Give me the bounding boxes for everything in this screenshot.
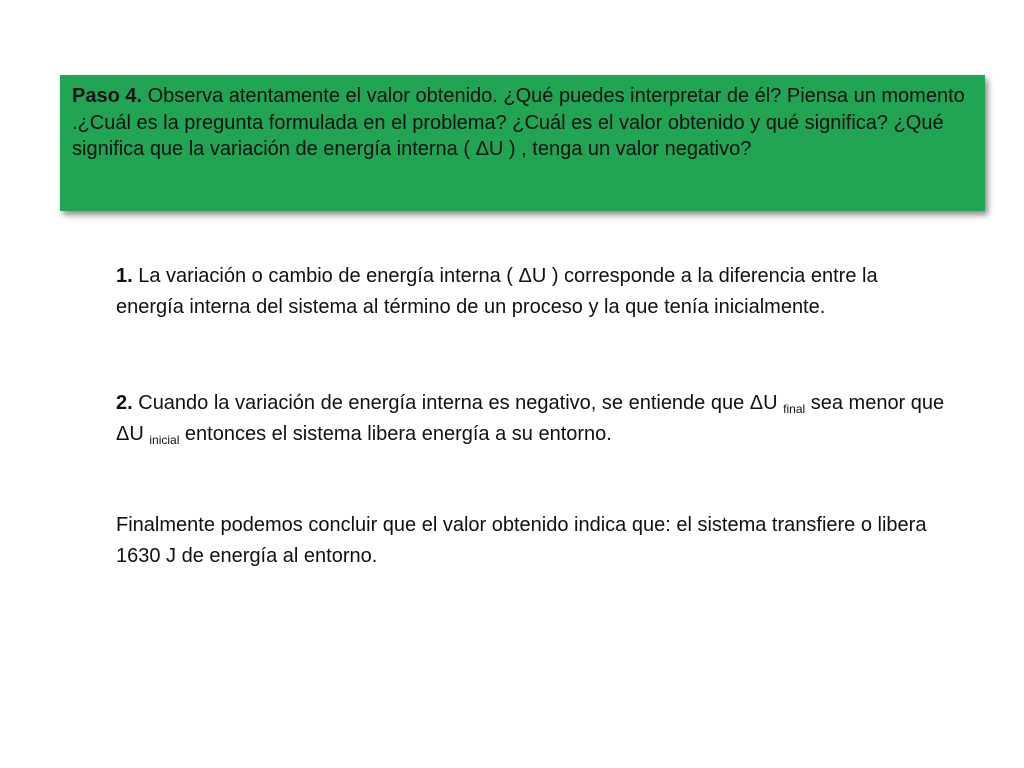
point-1-text: La variación o cambio de energía interna ( ΔU ) corresponde a la diferencia entre la energía interna del sistema al término de un proceso y la que tenía inicialmente. [116,265,878,318]
conclusion-text: Finalmente podemos concluir que el valor obtenido indica que: el sistema transfiere o libera 1630 J de energía al entorno. [116,514,927,567]
step-heading: Paso 4. [72,85,143,107]
point-2-number: 2. [116,392,133,414]
conclusion-paragraph [116,510,946,572]
point-2-text-a: Cuando la variación de energía interna es negativo, se entiende que ΔU [132,392,784,414]
point-1-number: 1. [116,265,133,287]
point-1-paragraph [116,261,946,323]
point-2-paragraph [116,388,946,450]
point-2-text-c: entonces el sistema libera energía a su entorno. [179,423,612,445]
subscript-initial: inicial [149,433,180,447]
subscript-final: final [783,402,806,416]
step-question-text: Observa atentamente el valor obtenido. ¿Qué puedes interpretar de él? Piensa un momento .¿Cuál es la pregunta formulada en el problema? ¿Cuál es el valor obtenido y qué significa? ¿Qué significa que la variación de energía interna ( ΔU ) , tenga un valor negativo? [72,85,965,160]
point-2-text-b: sea menor que ΔU [116,392,945,445]
step-4-question-box [60,75,985,211]
